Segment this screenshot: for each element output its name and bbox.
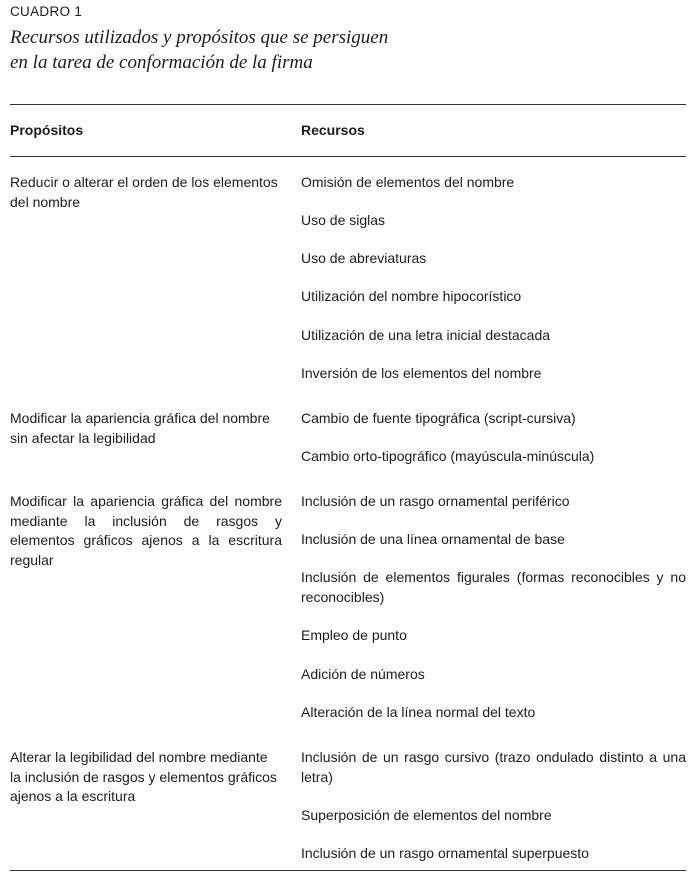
resource-cell: Superposición de elementos del nombre (301, 807, 552, 823)
table-title (10, 25, 530, 75)
top-rule (10, 104, 686, 105)
table-title-line-1: Recursos utilizados y propósitos que se persiguen (10, 27, 389, 48)
resource-cell: Omisión de elementos del nombre (301, 174, 515, 190)
resource-cell: Cambio de fuente tipográfica (script-cursiva) (301, 410, 576, 426)
header-resources: Recursos (301, 122, 365, 138)
bottom-rule (10, 870, 686, 871)
purpose-cell: Modificar la apariencia gráfica del nombre mediante la inclusión de rasgos y elementos gráficos ajenos a la escritura regular (10, 493, 282, 568)
header-rule (10, 156, 686, 157)
resource-cell: Utilización del nombre hipocorístico (301, 288, 522, 304)
purpose-cell: Alterar la legibilidad del nombre mediante la inclusión de rasgos y elementos gráficos ajenos a la escritura (10, 749, 277, 804)
resource-cell: Uso de siglas (301, 212, 386, 228)
purpose-cell: Reducir o alterar el orden de los elementos del nombre (10, 174, 278, 210)
resource-cell: Inclusión de un rasgo cursivo (trazo ondulado distinto a una letra) (301, 749, 686, 785)
resource-cell: Inclusión de un rasgo ornamental periférico (301, 493, 570, 509)
table-title-line-2: en la tarea de conformación de la firma (10, 52, 313, 73)
resource-cell: Inclusión de elementos figurales (formas reconocibles y no reconocibles) (301, 569, 686, 605)
resource-cell: Inclusión de un rasgo ornamental superpuesto (301, 845, 589, 861)
resource-cell: Inversión de los elementos del nombre (301, 365, 542, 381)
table-label: CUADRO 1 (10, 4, 83, 19)
resource-cell: Cambio orto-tipográfico (mayúscula-minúscula) (301, 448, 595, 464)
resource-cell: Uso de abreviaturas (301, 250, 427, 266)
resource-cell: Inclusión de una línea ornamental de base (301, 531, 565, 547)
resource-cell: Utilización de una letra inicial destacada (301, 327, 551, 343)
header-purposes: Propósitos (10, 122, 84, 138)
purpose-cell: Modificar la apariencia gráfica del nombre sin afectar la legibilidad (10, 410, 270, 446)
resource-cell: Empleo de punto (301, 627, 407, 643)
resource-cell: Adición de números (301, 666, 425, 682)
resource-cell: Alteración de la línea normal del texto (301, 704, 536, 720)
